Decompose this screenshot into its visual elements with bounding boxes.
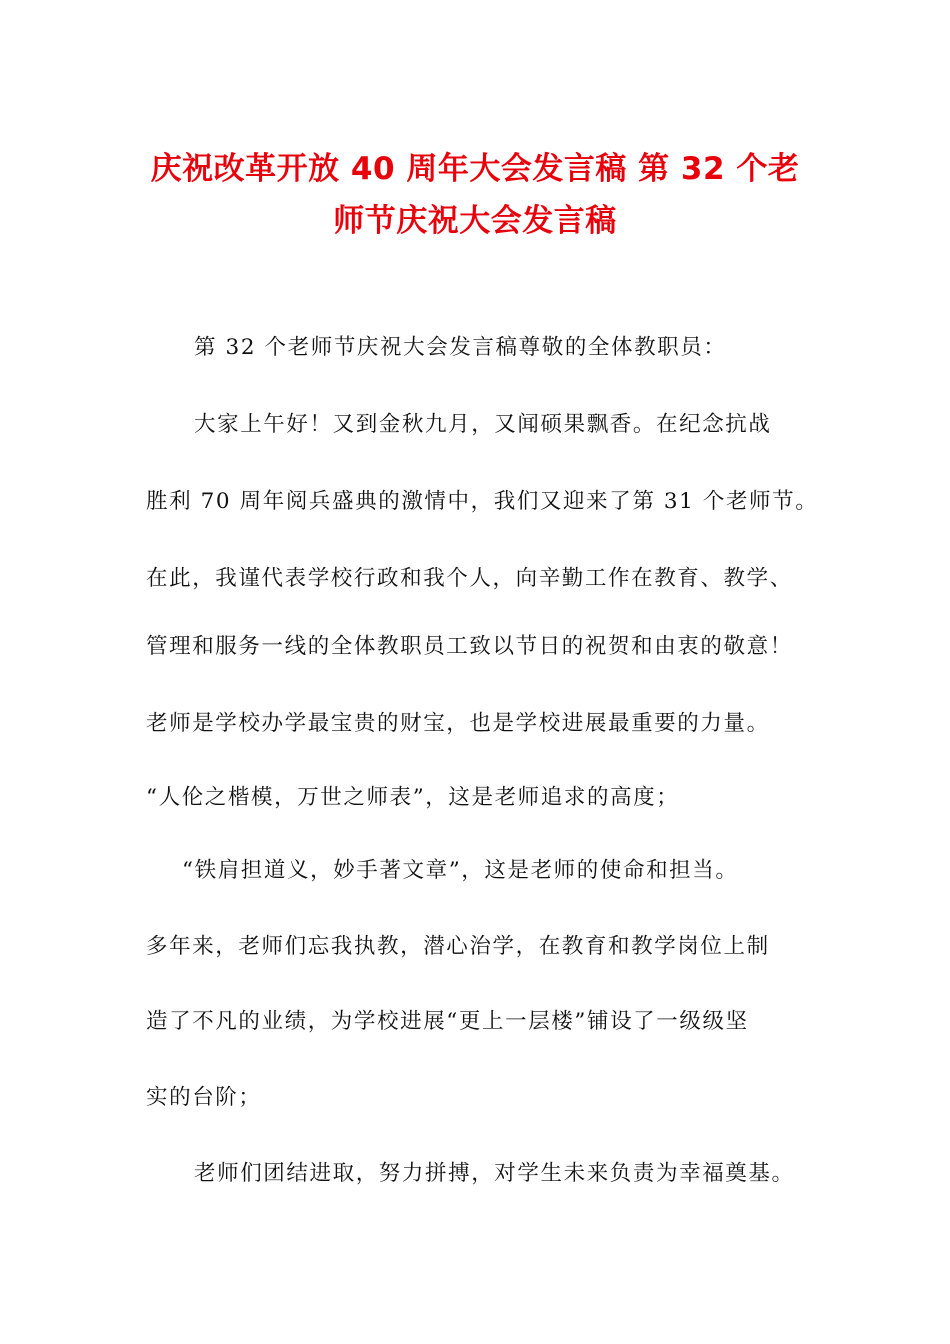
document-title [130, 143, 820, 247]
body-line-6: 老师是学校办学最宝贵的财宝，也是学校进展最重要的力量。 [146, 711, 770, 736]
body-line-2: 大家上午好！又到金秋九月，又闻硕果飘香。在纪念抗战 [194, 412, 772, 437]
body-line-1: 第 32 个老师节庆祝大会发言稿尊敬的全体教职员： [194, 335, 727, 360]
body-line-7: “人伦之楷模，万世之师表”，这是老师追求的高度； [146, 785, 680, 810]
body-line-8: “铁肩担道义，妙手著文章”，这是老师的使命和担当。 [182, 858, 739, 883]
body-line-4: 在此，我谨代表学校行政和我个人，向辛勤工作在教育、教学、 [146, 566, 793, 591]
body-line-12: 老师们团结进取，努力拼搏，对学生未来负责为幸福奠基。 [194, 1161, 795, 1186]
title-line-1: 庆祝改革开放 40 周年大会发言稿 第 32 个老 [150, 151, 800, 187]
body-line-5: 管理和服务一线的全体教职员工致以节日的祝贺和由衷的敬意！ [146, 634, 793, 659]
body-line-11: 实的台阶； [146, 1085, 262, 1110]
body-line-3: 胜利 70 周年阅兵盛典的激情中，我们又迎来了第 31 个老师节。 [146, 489, 819, 514]
body-line-9: 多年来，老师们忘我执教，潜心治学，在教育和教学岗位上制 [146, 934, 770, 959]
title-line-2: 师节庆祝大会发言稿 [333, 203, 617, 239]
body-line-10: 造了不凡的业绩，为学校进展“更上一层楼”铺设了一级级坚 [146, 1009, 749, 1034]
